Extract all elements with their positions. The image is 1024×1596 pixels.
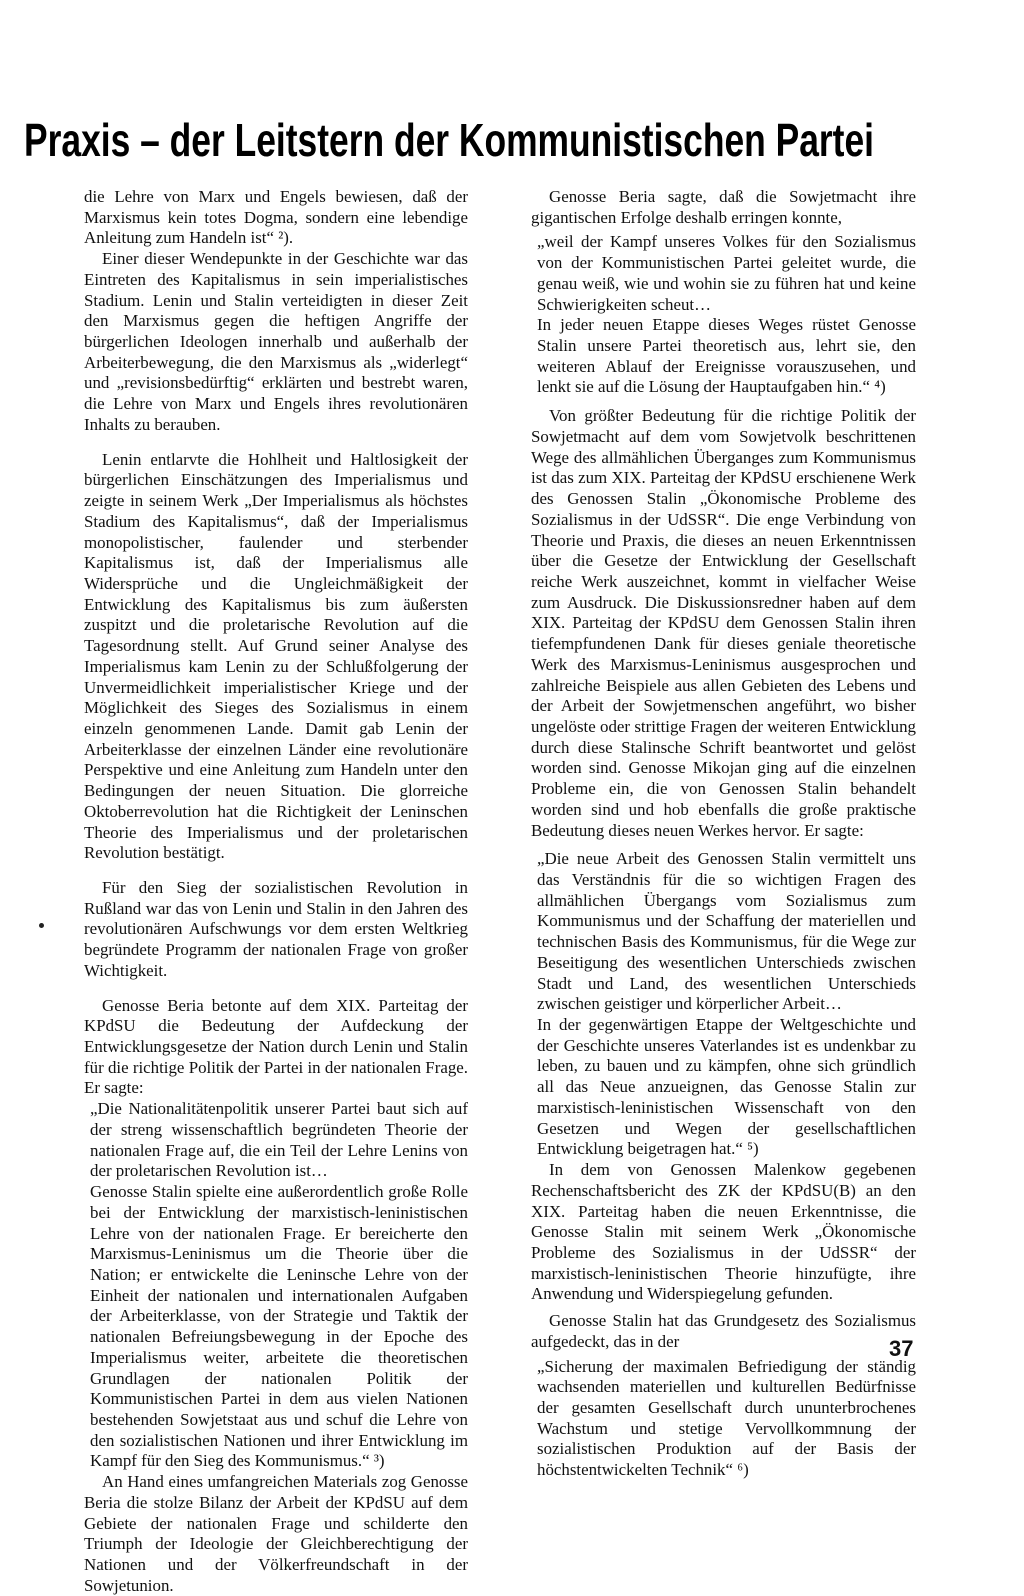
quote-paragraph: „Sicherung der maximalen Befriedigung der ständig wachsenden materiellen und kulturellen Bedürfnisse der gesamten Gesellschaft durch ununterbrochenes Wachstum und stetige Vervollkommnung der sozialistischen Produktion auf der Basis der höchstentwickelten Technik“ ⁶) <box>537 1356 916 1480</box>
page-number: 37 <box>889 1336 914 1361</box>
quote-paragraph: „Die neue Arbeit des Genossen Stalin vermittelt uns das Verständnis für die so wichtigen Fragen des allmählichen Übergangs vom Sozialismus zum Kommunismus und der Schaffung der materiellen und technischen Basis des Kommunismus, für die Wege zur Beseitigung des wesentlichen Unterschieds zwischen Stadt und Land, des wesentlichen Unterschieds zwischen geistiger und körperlicher Arbeit… <box>537 849 916 1014</box>
paragraph: Einer dieser Wendepunkte in der Geschichte war das Eintreten des Kapitalismus in sein imperialistisches Stadium. Lenin und Stalin verteidigten in dieser Zeit den Marxismus gegen die heftigen Angriffe der bürgerlichen Ideologen innerhalb und außerhalb der Arbeiterbewegung, die den Marxismus als „widerlegt“ und „revisionsbedürftig“ erklärten und bestrebt waren, die Lehre von Marx und Engels ihres revolutionären Inhalts zu berauben. <box>84 249 468 434</box>
quote-paragraph: In der gegenwärtigen Etappe der Weltgeschichte und der Geschichte unseres Vaterlandes ist es undenkbar zu leben, zu bauen und zu kämpfen, ohne sich gründlich all das Neue anzueignen, das Genosse Stalin zur marxistisch-leninistischen Wissenschaft von den Gesetzen und Wegen der gesellschaftlichen Entwicklung beigetragen hat.“ ⁵) <box>537 1015 916 1159</box>
quote-paragraph: „weil der Kampf unseres Volkes für den Sozialismus von der Kommunistischen Partei geleitet wurde, die genau weiß, wie und wohin sie zu führen hat und keine Schwierigkeiten scheut… <box>537 232 916 314</box>
quote-paragraph: Genosse Stalin spielte eine außerordentlich große Rolle bei der Entwicklung der marxistisch-leninistischen Lehre von der nationalen Frage. Er bereicherte den Marxismus-Leninismus um die Theorie über die Nation; er entwickelte die Leninsche Lehre von der Einheit der nationalen und internationalen Aufgaben der Arbeiterklasse, von der Strategie und Taktik der nationalen Befreiungsbewegung in der Epoche des Imperialismus weiter, arbeitete die theoretischen Grundlagen der nationalen Politik der Kommunistischen Partei in dem aus vielen Nationen bestehenden Sowjetstaat aus und schuf die Lehre von den sozialistischen Nationen und ihrer Entwicklung im Kampf für den Sieg des Kommunismus.“ ³) <box>90 1182 468 1471</box>
paragraph: In dem von Genossen Malenkow gegebenen Rechenschaftsbericht des ZK der KPdSU(B) an den XIX. Parteitag haben die neuen Erkenntnisse, die Genosse Stalin mit seinem Werk „Ökonomische Probleme des Sozialismus in der UdSSR“ der marxistisch-leninistischen Theorie hinzufügte, ihre Anwendung und Widerspiegelung gefunden. <box>531 1160 916 1304</box>
quotation <box>531 232 916 398</box>
article-title-text: Praxis – der Leitstern der Kommunistischen Partei <box>24 114 874 166</box>
article-title <box>24 106 904 176</box>
paragraph: Genosse Beria sagte, daß die Sowjetmacht ihre gigantischen Erfolge deshalb erringen konnte, <box>531 187 916 227</box>
paragraph: die Lehre von Marx und Engels bewiesen, daß der Marxismus kein totes Dogma, sondern eine lebendige Anleitung zum Handeln ist“ ²). <box>84 187 468 248</box>
paragraph: An Hand eines umfangreichen Materials zog Genosse Beria die stolze Bilanz der Arbeit der KPdSU auf dem Gebiete der nationalen Frage und schilderte den Triumph der Ideologie der Gleichberechtigung der Nationen und der Völkerfreundschaft in der Sowjetunion. <box>84 1472 468 1595</box>
left-column <box>84 187 468 1596</box>
paragraph: Von größter Bedeutung für die richtige Politik der Sowjetmacht auf dem vom Sowjetvolk beschrittenen Wege des allmählichen Überganges zum Kommunismus ist das zum XIX. Parteitag der KPdSU erschienene Werk des Genossen Stalin „Ökonomische Probleme des Sozialismus in der UdSSR“. Die enge Verbindung von Theorie und Praxis, die dieses an neuen Erkenntnissen über die Gesetze der Entwicklung der Gesellschaft reiche Werk auszeichnet, kommt in vielfacher Weise zum Ausdruck. Die Diskussionsredner haben auf dem XIX. Parteitag der KPdSU dem Genossen Stalin ihren tiefempfundenen Dank für dieses geniale theoretische Werk des Marxismus-Leninismus ausgesprochen und zahlreiche Beispiele aus allen Gebieten des Lebens und der Arbeit der Sowjetmenschen angeführt, wo bisher ungelöste oder strittige Fragen der weiteren Entwicklung durch diese Stalinsche Schrift beantwortet und gelöst worden sind. Genosse Mikojan ging auf die einzelnen Probleme ein, die von Genossen Stalin behandelt worden sind und hob ebenfalls die große praktische Bedeutung dieses neuen Werkes hervor. Er sagte: <box>531 406 916 840</box>
quotation <box>84 1099 468 1472</box>
paragraph: Genosse Beria betonte auf dem XIX. Parteitag der KPdSU die Bedeutung der Aufdeckung der Entwicklungsgesetze der Nation durch Lenin und Stalin für die richtige Politik der Partei in der nationalen Frage. Er sagte: <box>84 995 468 1098</box>
paragraph: Lenin entlarvte die Hohlheit und Haltlosigkeit der bürgerlichen Einschätzungen des Imperialismus und zeigte in seinem Werk „Der Imperialismus als höchstes Stadium des Kapitalismus“, daß der Imperialismus monopolistischer, faulender und sterbender Kapitalismus ist, daß der Imperialismus alle Widersprüche und die Ungleichmäßigkeit der Entwicklung des Kapitalismus bis zum äußersten zuspitzt und die proletarische Revolution auf die Tagesordnung stellt. Auf Grund seiner Analyse des Imperialismus kam Lenin zu der Schlußfolgerung der Unvermeidlichkeit imperialistischer Kriege und der Möglichkeit des Sieges des Sozialismus in einem einzeln genommenen Lande. Damit gab Lenin der Arbeiterklasse der einzelnen Länder eine revolutionäre Perspektive und eine Anleitung zum Handeln unter den Bedingungen der neuen Situation. Die glorreiche Oktoberrevolution hat die Richtigkeit der Leninschen Theorie des Imperialismus und der proletarischen Revolution bestätigt. <box>84 449 468 863</box>
quotation <box>531 849 916 1160</box>
quotation <box>531 1357 916 1481</box>
paragraph: Genosse Stalin hat das Grundgesetz des Sozialismus aufgedeckt, das in der <box>531 1311 916 1351</box>
quote-paragraph: In jeder neuen Etappe dieses Weges rüstet Genosse Stalin unsere Partei theoretisch aus, lehrt sie, den weiteren Ablauf der Ereignisse vorauszusehen, und lenkt sie auf die Lösung der Hauptaufgaben hin.“ ⁴) <box>537 315 916 397</box>
margin-dot <box>39 923 44 928</box>
quote-paragraph: „Die Nationalitätenpolitik unserer Partei baut sich auf der streng wissenschaftlich begründeten Theorie der nationalen Frage auf, die ein Teil der Lehre Lenins von der proletarischen Revolution ist… <box>90 1099 468 1181</box>
paragraph: Für den Sieg der sozialistischen Revolution in Rußland war das von Lenin und Stalin in den Jahren des revolutionären Aufschwungs vor dem ersten Weltkrieg begründete Programm der nationalen Frage von großer Wichtigkeit. <box>84 878 468 980</box>
right-column <box>531 187 916 1481</box>
